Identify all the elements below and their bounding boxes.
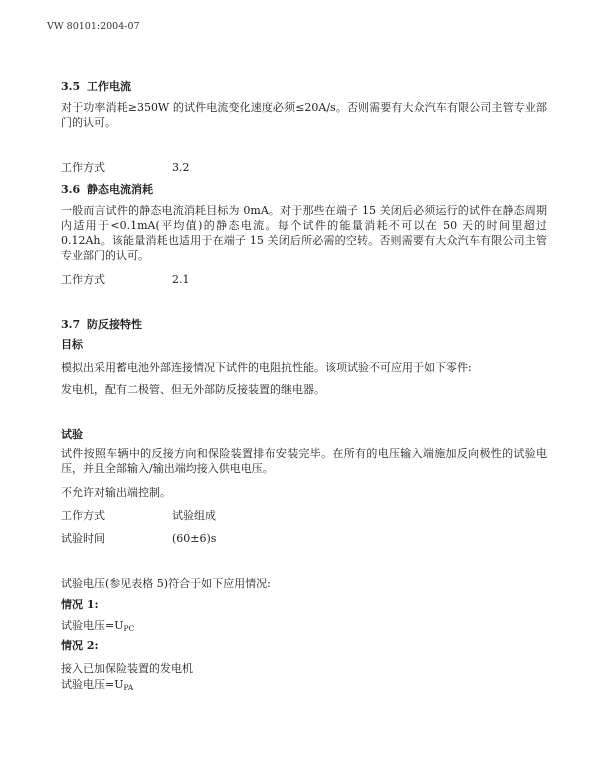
test-time-label: 试验时间 [61,532,105,545]
section-title: 静态电流消耗 [87,183,153,196]
goal-paragraph: 模拟出采用蓄电池外部连接情况下试件的电阻抗性能。该项试验不可应用于如下零件: [61,361,472,374]
operating-mode-label: 工作方式 [61,161,105,174]
case-1-voltage: 试验电压$=U_{PC}$ [61,619,135,633]
case-2-description: 接入已加保险装置的发电机 [61,662,193,675]
excluded-parts-paragraph: 发电机，配有二极管、但无外部防反接装置的继电器。 [61,383,325,396]
case-2-heading: 情况 2: [61,639,99,652]
goal-heading: 目标 [61,338,83,351]
case-2-voltage: 试验电压$=U_{PA}$ [61,678,134,692]
document-header: VW 80101:2004-07 [47,21,140,32]
test-time-value: (60±6)s [172,532,217,545]
output-control-note: 不允许对输出端控制。 [61,486,171,499]
case-1-heading: 情况 1: [61,598,99,611]
test-paragraph: 试件按照车辆中的反接方向和保险装置排布安装完毕。在所有的电压输入端施加反向极性的试验电压，并且全部输入/输出端均接入供电电压。 [61,447,547,475]
operating-mode-value: 试验组成 [172,509,216,522]
section-3-7-heading [61,317,142,332]
section-3-5-paragraph: 对于功率消耗≥350W 的试件电流变化速度必须≤20A/s。否则需要有大众汽车有限公司主管专业部门的认可。 [61,101,547,129]
test-voltage-intro: 试验电压(参见表格 5)符合于如下应用情况: [61,577,271,590]
section-number: 3.7 [61,318,81,331]
section-title: 防反接特性 [87,318,142,331]
operating-mode-value: 2.1 [172,273,190,286]
operating-mode-value: 3.2 [172,161,190,174]
section-3-5-heading [61,79,131,94]
voltage-subscript: PA [123,683,134,692]
operating-mode-label: 工作方式 [61,509,105,522]
section-3-6-paragraph: 一般而言试件的静态电流消耗目标为 0mA。对于那些在端子 15 关闭后必须运行的试件在静态周期内适用于<0.1mA(平均值)的静态电流。每个试件的能量消耗不可以在 50 天的时间里超过 0.12Ah。该能量消耗也适用于在端子 15 关闭后所必需的空转。否则需要有大众汽车有限公司主管专业部门的认可。 [61,204,547,262]
section-number: 3.6 [61,183,81,196]
operating-mode-label: 工作方式 [61,273,105,286]
section-number: 3.5 [61,80,81,93]
test-heading: 试验 [61,428,83,441]
voltage-subscript: PC [123,624,135,633]
section-title: 工作电流 [87,80,131,93]
section-3-6-heading [61,182,153,197]
